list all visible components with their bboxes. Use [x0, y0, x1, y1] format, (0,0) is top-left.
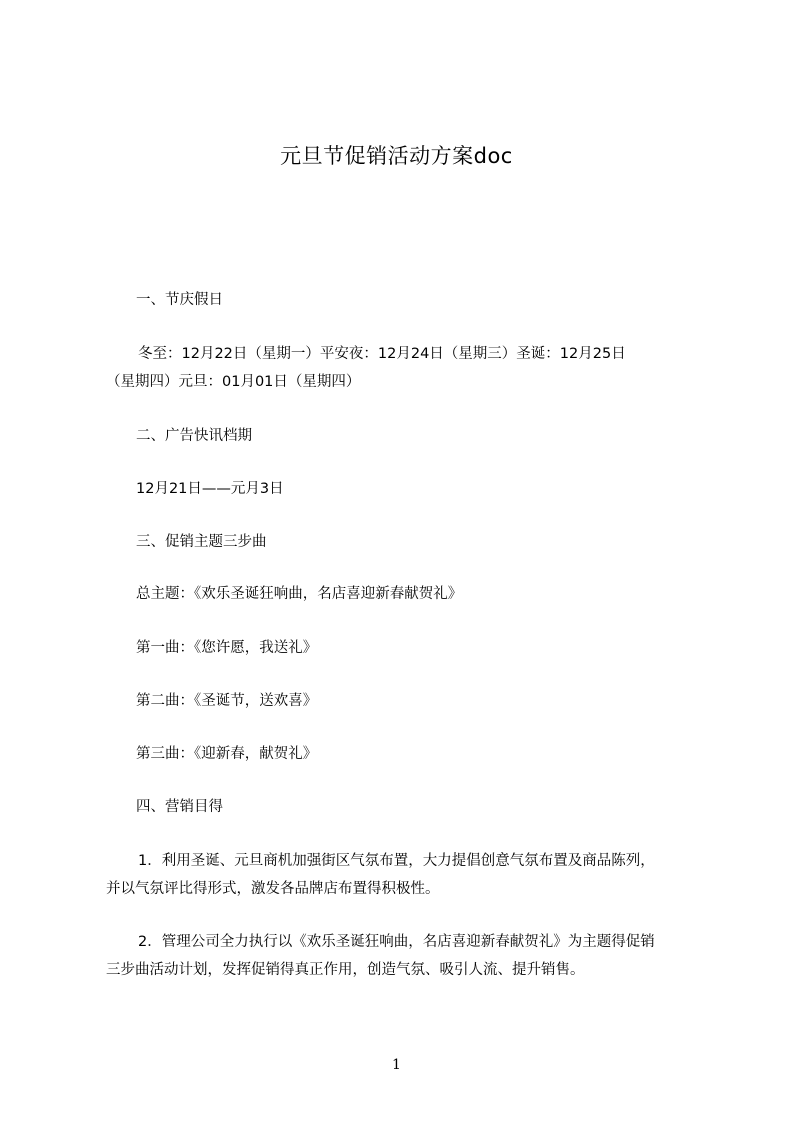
section-heading-goals: 四、营销目得: [136, 799, 223, 815]
theme-third: 第三曲：《迎新春，献贺礼》: [136, 746, 318, 762]
goal-item1-line2: 并以气氛评比得形式，激发各品牌店布置得积极性。: [106, 881, 440, 897]
section-heading-holidays: 一、节庆假日: [136, 292, 223, 308]
section-heading-ad-schedule: 二、广告快讯档期: [136, 428, 252, 444]
document-title: 元旦节促销活动方案doc: [280, 144, 513, 168]
section-heading-themes: 三、促销主题三步曲: [136, 534, 267, 550]
holidays-text-line2: （星期四）元旦：01月01日（星期四）: [106, 374, 361, 390]
goal-item2-line2: 三步曲活动计划，发挥促销得真正作用，创造气氛、吸引人流、提升销售。: [106, 962, 585, 978]
theme-second: 第二曲：《圣诞节，送欢喜》: [136, 693, 318, 709]
page-number: 1: [392, 1057, 401, 1073]
theme-first: 第一曲：《您许愿，我送礼》: [136, 640, 318, 656]
holidays-text-line1: 冬至：12月22日（星期一）平安夜：12月24日（星期三）圣诞：12月25日: [138, 346, 626, 362]
ad-schedule-text: 12月21日——元月3日: [136, 481, 284, 497]
theme-overall: 总主题：《欢乐圣诞狂响曲，名店喜迎新春献贺礼》: [136, 586, 463, 602]
goal-item1-line1: 1．利用圣诞、元旦商机加强街区气氛布置，大力提倡创意气氛布置及商品陈列，: [138, 853, 655, 869]
goal-item2-line1: 2．管理公司全力执行以《欢乐圣诞狂响曲，名店喜迎新春献贺礼》为主题得促销: [138, 934, 655, 950]
